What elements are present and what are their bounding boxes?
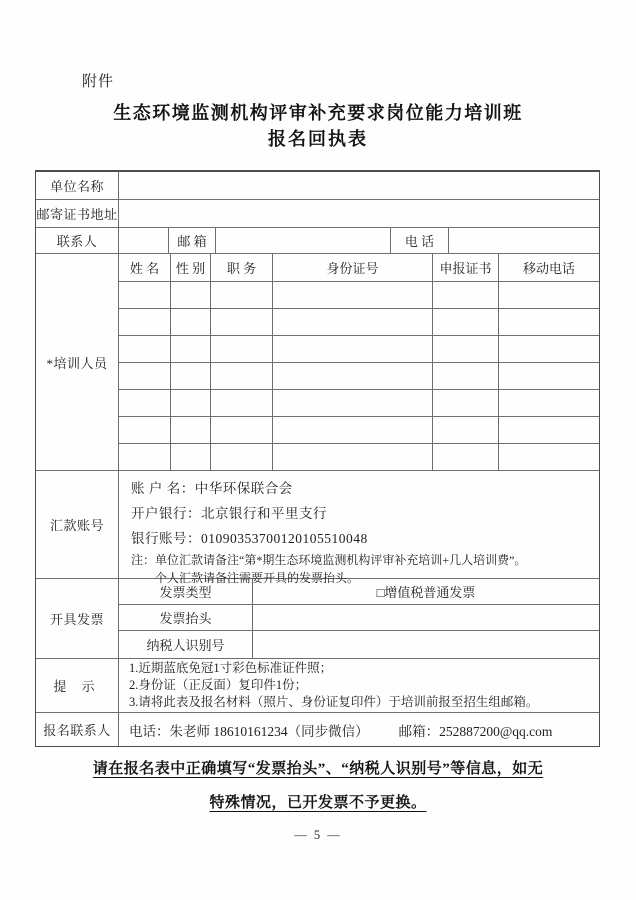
tips-content [119, 660, 599, 711]
page-number: — 5 — [294, 828, 342, 842]
unit-name-row [36, 172, 599, 200]
registration-contact-row [36, 713, 599, 746]
unit-name-label: 单位名称 [36, 172, 119, 199]
attachment-label: 附件 [82, 74, 115, 90]
trainee-empty-row [119, 336, 599, 363]
trainee-col-mobile: 移动电话 [522, 261, 575, 276]
footer-notice-line-1: 请在报名表中正确填写“发票抬头”、“纳税人识别号”等信息，如无 [92, 761, 544, 777]
trainee-cell [273, 444, 433, 470]
trainee-header-row [119, 254, 599, 282]
email-value-cell [216, 228, 391, 253]
trainee-cell [499, 336, 599, 362]
registration-contact-label: 报名联系人 [36, 713, 119, 746]
contact-value-cell [119, 228, 169, 253]
registration-contact-email: 邮箱：252887200@qq.com [398, 723, 553, 739]
trainee-cell [171, 282, 211, 308]
mail-address-value-cell [119, 200, 599, 227]
document-title [0, 100, 636, 152]
trainee-cell [211, 417, 273, 443]
trainee-cell [119, 417, 171, 443]
phone-label: 电 话 [391, 228, 449, 253]
invoice-tax-id-row [119, 631, 599, 658]
trainee-cell [433, 390, 499, 416]
trainee-cell [499, 417, 599, 443]
trainee-cell [171, 336, 211, 362]
trainee-cell [273, 417, 433, 443]
contact-row [36, 228, 599, 254]
trainee-grid [119, 254, 599, 470]
registration-contact-content [119, 713, 599, 746]
remittance-account-number: 银行账号：01090353700120105510048 [131, 531, 368, 546]
trainee-empty-row [119, 282, 599, 309]
trainee-cell [119, 363, 171, 389]
remittance-content [119, 471, 599, 585]
tips-section [36, 659, 599, 713]
trainee-cell [273, 363, 433, 389]
trainee-cell [211, 282, 273, 308]
trainee-col-id-number: 身份证号 [273, 254, 433, 281]
trainee-cell [433, 363, 499, 389]
trainee-empty-row [119, 390, 599, 417]
trainee-cell [273, 336, 433, 362]
mail-address-row [36, 200, 599, 228]
trainee-cell [171, 444, 211, 470]
trainee-col-position: 职 务 [211, 254, 273, 281]
trainee-section [36, 254, 599, 471]
unit-name-value-cell [119, 172, 599, 199]
trainee-cell [499, 444, 599, 470]
contact-label: 联系人 [36, 228, 119, 253]
trainee-col-certificate: 申报证书 [433, 254, 499, 281]
invoice-rows [119, 579, 599, 658]
trainee-cell [211, 309, 273, 335]
trainee-cell [119, 282, 171, 308]
invoice-type-value: □增值税普通发票 [376, 585, 476, 600]
registration-contact-phone: 电话：朱老师 18610161234（同步微信） [129, 723, 369, 739]
remittance-label: 汇款账号 [36, 471, 119, 578]
trainee-cell [171, 417, 211, 443]
remittance-bank: 开户银行：北京银行和平里支行 [131, 506, 327, 521]
trainee-cell [433, 417, 499, 443]
trainee-cell [171, 363, 211, 389]
tips-content-cell [119, 659, 599, 712]
trainee-cell [211, 336, 273, 362]
trainee-empty-row [119, 444, 599, 470]
trainee-cell [433, 309, 499, 335]
trainee-cell [433, 336, 499, 362]
trainee-cell [119, 390, 171, 416]
invoice-section [36, 579, 599, 659]
trainee-section-label: *培训人员 [36, 254, 119, 470]
trainee-col-gender: 性 别 [171, 254, 211, 281]
invoice-title-label: 发票抬头 [119, 605, 253, 630]
tips-label: 提 示 [36, 659, 119, 712]
tip-item-3: 3.请将此表及报名材料（照片、身份证复印件）于培训前报至招生组邮箱。 [129, 695, 539, 709]
remittance-account-name: 账 户 名：中华环保联合会 [131, 481, 293, 496]
email-label: 邮 箱 [169, 228, 216, 253]
title-line-1: 生态环境监测机构评审补充要求岗位能力培训班 [113, 103, 523, 123]
invoice-type-row [119, 579, 599, 605]
trainee-cell [211, 444, 273, 470]
trainee-cell [273, 309, 433, 335]
phone-value-cell [449, 228, 599, 253]
trainee-col-name: 姓 名 [119, 254, 171, 281]
trainee-cell [499, 282, 599, 308]
footer-notice-line-2: 特殊情况，已开发票不予更换。 [209, 795, 427, 811]
trainee-cell [171, 390, 211, 416]
trainee-cell [119, 309, 171, 335]
remittance-note-1: 注：单位汇款请备注“第*期生态环境监测机构评审补充培训+几人培训费”。 [131, 553, 527, 567]
trainee-cell [273, 282, 433, 308]
invoice-tax-id-label: 纳税人识别号 [119, 631, 253, 658]
title-line-2: 报名回执表 [268, 129, 368, 149]
trainee-empty-row [119, 363, 599, 390]
trainee-cell [499, 363, 599, 389]
trainee-cell [499, 309, 599, 335]
remittance-note-2: 个人汇款请备注需要开具的发票抬头。 [155, 571, 360, 585]
registration-form-table [35, 170, 600, 747]
trainee-cell [499, 390, 599, 416]
tip-item-2: 2.身份证（正反面）复印件1份； [129, 678, 308, 692]
trainee-empty-row [119, 417, 599, 444]
tip-item-1: 1.近期蓝底免冠1寸彩色标准证件照； [129, 661, 333, 675]
invoice-tax-id-value-cell [253, 631, 599, 658]
invoice-label: 开具发票 [36, 579, 119, 658]
footer-notice [0, 752, 636, 820]
mail-address-label: 邮寄证书地址 [36, 200, 119, 227]
invoice-title-value-cell [253, 605, 599, 630]
remittance-section [36, 471, 599, 585]
invoice-type-label: 发票类型 [119, 579, 253, 604]
trainee-cell [273, 390, 433, 416]
trainee-cell [211, 390, 273, 416]
trainee-empty-row [119, 309, 599, 336]
trainee-cell [433, 444, 499, 470]
invoice-title-row [119, 605, 599, 631]
trainee-cell [119, 444, 171, 470]
trainee-cell [119, 336, 171, 362]
trainee-cell [211, 363, 273, 389]
trainee-cell [171, 309, 211, 335]
trainee-cell [433, 282, 499, 308]
